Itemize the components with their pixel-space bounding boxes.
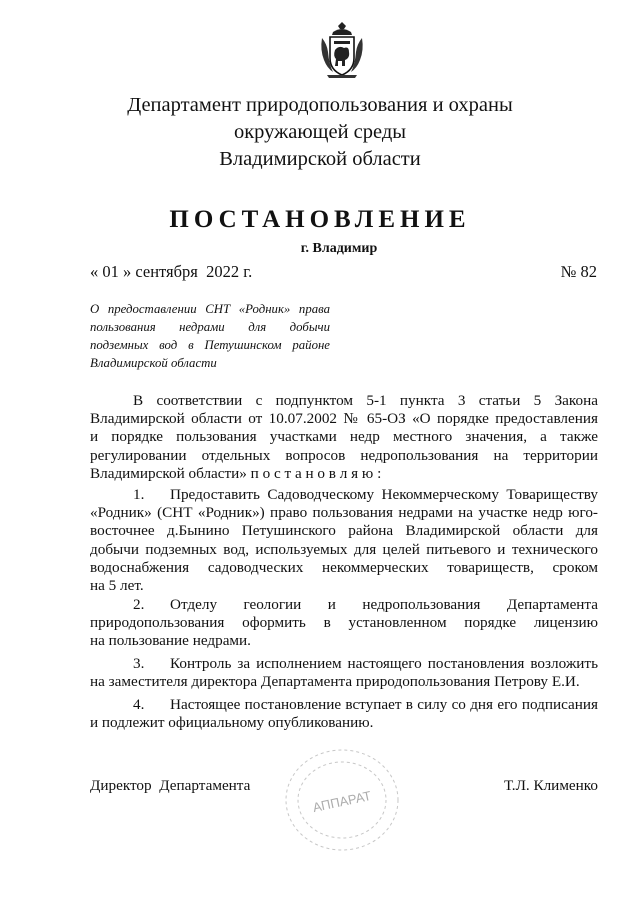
department-name-line-1: Департамент природопользования и охраны	[127, 94, 513, 116]
subject-line: Владимирской области	[90, 356, 217, 370]
item-line: Контроль за исполнением настоящего постановления возложить	[170, 655, 598, 672]
item-line: Настоящее постановление вступает в силу со дня его подписания	[170, 696, 598, 713]
preamble-paragraph	[90, 392, 598, 483]
preamble-line: и порядке пользования участками недр местного значения, а также	[90, 428, 598, 446]
svg-text:АППАРАТ: АППАРАТ	[311, 788, 373, 816]
stamp-seal	[280, 742, 405, 857]
item-line: «Родник» (СНТ «Родник») право пользования недрами на участке недр юго-	[90, 504, 598, 522]
document-title: ПОСТАНОВЛЕНИЕ	[169, 206, 471, 233]
resolution-item-2	[90, 596, 598, 651]
department-name-line-2: окружающей среды	[233, 121, 407, 143]
subject-line: подземных вод в Петушинском районе	[90, 338, 330, 352]
subject-line: О предоставлении СНТ «Родник» права	[90, 302, 330, 316]
document-subject	[90, 300, 330, 372]
document-date: « 01 » сентября 2022 г.	[90, 262, 253, 281]
preamble-line: Владимирской области» п о с т а н о в л я ю :	[90, 464, 382, 482]
resolution-item-1	[90, 486, 598, 595]
item-line: на 5 лет.	[90, 577, 144, 595]
item-line: на пользование недрами.	[90, 632, 251, 650]
item-line: природопользования оформить в установленном порядке лицензию	[90, 614, 598, 632]
item-line: на заместителя директора Департамента природопользования Петрову Е.И.	[90, 673, 580, 691]
signatory-name: Т.Л. Клименко	[504, 777, 598, 794]
document-city: г. Владимир	[300, 241, 378, 256]
item-line: Предоставить Садоводческому Некоммерческому Товариществу	[170, 486, 598, 503]
preamble-line: В соответствии с подпунктом 5-1 пункта 3 статьи 5 Закона	[133, 392, 598, 409]
item-line: Отделу геологии и недропользования Департамента	[170, 596, 598, 613]
document-number: № 82	[560, 262, 597, 281]
subject-line: пользования недрами для добычи	[90, 320, 330, 334]
resolution-item-4	[90, 696, 598, 732]
preamble-line: Владимирской области от 10.07.2002 № 65-ОЗ «О порядке предоставления	[90, 410, 598, 428]
preamble-line: регулировании отдельных вопросов недропользования на территории	[90, 446, 598, 464]
item-number: 2.	[133, 596, 145, 613]
item-line: восточнее д.Бынино Петушинского района Владимирской области для	[90, 522, 598, 540]
department-name-line-3: Владимирской области	[219, 148, 421, 170]
item-line: и подлежит официальному опубликованию.	[90, 714, 374, 732]
item-number: 4.	[133, 696, 145, 713]
resolution-item-3	[90, 655, 598, 691]
item-number: 3.	[133, 655, 145, 672]
signatory-position: Директор Департамента	[90, 777, 251, 794]
item-line: водоснабжения садоводческих некоммерческих товариществ, сроком	[90, 558, 598, 576]
item-line: добычи подземных вод, используемых для целей питьевого и технического	[90, 540, 598, 558]
coat-of-arms-emblem	[319, 20, 365, 80]
item-number: 1.	[133, 486, 145, 503]
